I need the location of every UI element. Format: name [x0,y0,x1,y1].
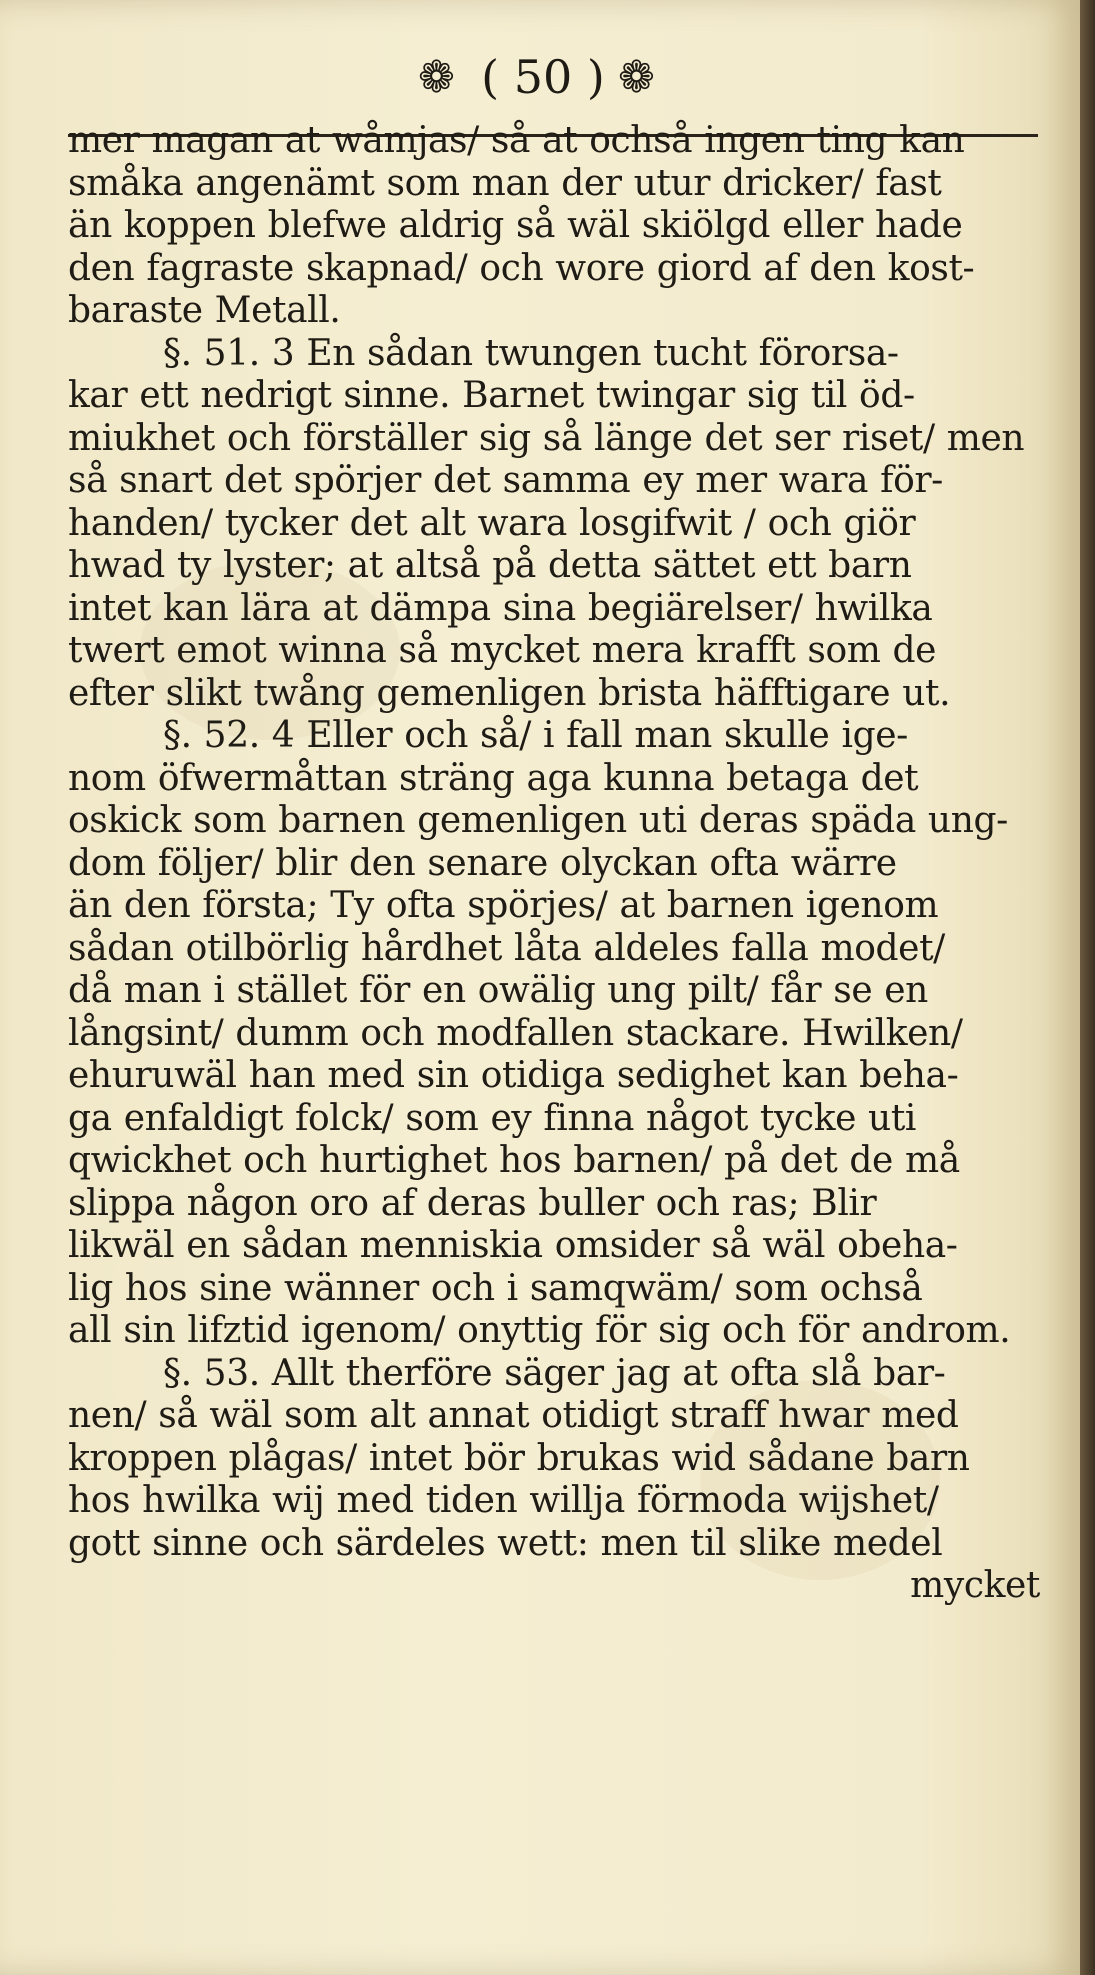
body-text [68,120,1048,1608]
text-line: ehuruwäl han med sin otidiga sedighet kan beha- [68,1055,959,1096]
section-52-heading-line: §. 52. 4 Eller och så/ i fall man skulle ige- [163,715,908,756]
text-line: dom följer/ blir den senare olyckan ofta wärre [68,842,897,884]
text-line: qwickhet och hurtighet hos barnen/ på det de må [68,1140,960,1181]
section-51-heading-line: §. 51. 3 En sådan twungen tucht förorsa- [163,332,899,374]
text-line: baraste Metall. [68,290,341,331]
text-line: så snart det spörjer det samma ey mer wara för- [68,460,943,501]
catchword: mycket [910,1565,1040,1606]
text-line: oskick som barnen gemenligen uti deras späda ung- [68,800,1008,841]
text-line: då man i stället för en owälig ung pilt/ får se en [68,970,928,1011]
text-line: likwäl en sådan menniskia omsider så wäl obeha- [68,1225,958,1266]
text-line: hos hwilka wij med tiden willja förmoda wijshet/ [68,1480,939,1521]
text-line: miukhet och förställer sig så länge det ser riset/ men [68,417,1025,459]
book-spine-edge [1080,0,1095,1975]
text-line: gott sinne och särdeles wett: men til slike medel [68,1522,943,1564]
text-line: småka angenämt som man der utur dricker/ fast [68,162,942,204]
text-line: handen/ tycker det alt wara losgifwit / och giör [68,502,916,544]
text-line: den fagraste skapnad/ och wore giord af den kost- [68,247,975,289]
text-line: långsint/ dumm och modfallen stackare. Hwilken/ [68,1012,963,1054]
text-line: än koppen blefwe aldrig så wäl skiölgd eller hade [68,205,963,246]
text-line: sådan otilbörlig hårdhet låta aldeles falla modet/ [68,927,945,969]
text-line: kroppen plågas/ intet bör brukas wid sådane barn [68,1437,970,1479]
page-number: ( 50 ) [481,50,605,104]
right-ornament-icon: ❁ [618,52,655,103]
text-line: slippa någon oro af deras buller och ras; Blir [68,1182,877,1224]
text-line: kar ett nedrigt sinne. Barnet twingar sig til öd- [68,375,915,416]
text-line: intet kan lära at dämpa sina begiärelser/ hwilka [68,587,933,629]
text-line: lig hos sine wänner och i samqwäm/ som ochså [68,1267,923,1309]
text-line: nen/ så wäl som alt annat otidigt straff hwar med [68,1395,959,1436]
text-line: ga enfaldigt folck/ som ey finna något tycke uti [68,1097,917,1139]
text-line: mer magan at wåmjas/ så at ochså ingen ting kan [68,120,965,161]
section-53-heading-line: §. 53. Allt therföre säger jag at ofta slå bar- [163,1352,946,1394]
text-line: all sin lifztid igenom/ onyttig för sig och för androm. [68,1310,1011,1351]
text-line: nom öfwermåttan sträng aga kunna betaga det [68,757,919,799]
page-header [0,38,1080,118]
text-line: efter slikt twång gemenligen brista häfftigare ut. [68,672,951,714]
left-ornament-icon: ❁ [418,52,455,103]
text-line: hwad ty lyster; at altså på detta sättet ett barn [68,545,912,586]
text-line: twert emot winna så mycket mera krafft som de [68,630,937,671]
text-line: än den första; Ty ofta spörjes/ at barnen igenom [68,885,939,926]
